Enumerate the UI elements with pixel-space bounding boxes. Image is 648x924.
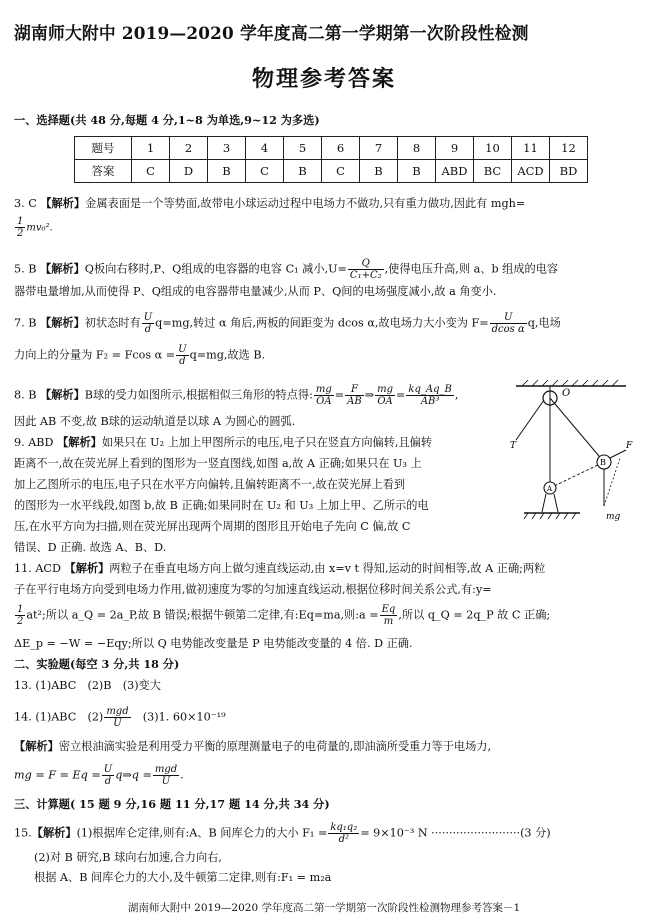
label-o: O	[562, 388, 571, 399]
q14-eq-b: q⇒q =	[115, 768, 152, 782]
q14-eq-fraction-2: $\frac{\text{mgd}}{U}$	[154, 764, 178, 787]
q8-equals: =	[334, 388, 345, 402]
q5-text2: ,使得电压升高,则 a、b 组成的电容	[384, 262, 559, 276]
question-number: 12	[550, 137, 588, 160]
answer-cell: B	[208, 160, 246, 183]
q11-line3	[14, 604, 550, 627]
q14-fraction: $\frac{\text{mgd}}{U}$	[106, 706, 129, 729]
q11-line1	[14, 560, 545, 577]
q14-eq-fraction-1: $\frac{U}{d}$	[103, 764, 113, 787]
q7-tag: 【解析】	[40, 315, 85, 330]
q15-line2: (2)对 B 研究,B 球向右加速,合力向右,	[34, 851, 222, 864]
q8-text1: B球的受力如图所示,根据相似三角形的特点得:	[84, 388, 313, 402]
q8-tag: 【解析】	[40, 387, 85, 402]
string-left	[516, 400, 544, 440]
q15-line3: 根据 A、B 间库仑力的大小,及牛顿第二定律,则有:F₁ = m₂a	[34, 871, 332, 884]
q11-line2: 子在平行电场方向受到电场力作用,做初速度为零的匀加速直线运动,根据位移时间关系公式,有:y=	[14, 583, 492, 596]
question-number: 3	[208, 137, 246, 160]
ceiling-hatching	[522, 380, 618, 386]
force-diagram	[510, 376, 634, 524]
q15-line1	[14, 822, 551, 845]
q8-arrow: ⇒	[364, 388, 375, 402]
question-number: 1	[132, 137, 170, 160]
label-mg: mg	[606, 512, 621, 522]
q9-line4: 的图形为一水平线段,如图 b,故 B 正确;如果同时在 U₂ 和 U₃ 上加上甲、乙所示的电	[14, 499, 429, 512]
q15-text-a: (1)根据库仑定律,则有:A、B 间库仑力的大小 F₁ =	[76, 826, 328, 840]
q7-text1: 初状态时有	[84, 316, 141, 330]
q7-fraction-3: $\frac{U}{d}$	[178, 344, 187, 367]
force-f-arrow	[610, 450, 626, 458]
q8-fraction-4: $\frac{kq\_Aq\_B}{\text{AB³}}$	[408, 384, 452, 407]
line-ab	[550, 462, 604, 488]
question-number: 4	[246, 137, 284, 160]
q9-line6: 错误、D 正确. 故选 A、B、D.	[14, 541, 167, 554]
answer-cell: ACD	[512, 160, 550, 183]
question-number: 7	[360, 137, 398, 160]
q9-tag: 【解析】	[57, 435, 102, 449]
q11-tag: 【解析】	[64, 561, 110, 575]
q5-tag: 【解析】	[40, 261, 85, 276]
answer-cell: B	[284, 160, 322, 183]
q3-tag: 【解析】	[40, 196, 86, 210]
q3-line1	[14, 195, 525, 212]
q11-fraction-2: $\frac{Eq}{m}$	[381, 604, 396, 627]
q8-fraction-3: $\frac{mg}{OA}$	[377, 384, 394, 407]
label-a: A	[547, 485, 553, 493]
q13-answer: 13. (1)ABC (2)B (3)变大	[14, 679, 161, 692]
stand-right	[554, 494, 558, 512]
question-number: 5	[284, 137, 322, 160]
q14-note	[14, 738, 491, 755]
section2-heading: 二、实验题(每空 3 分,共 18 分)	[14, 657, 180, 671]
q15-fraction: $\frac{\text{kq₁q₂}}{\text{d²}}$	[330, 822, 358, 845]
q14-eq-a: mg = F = Eq =	[14, 768, 101, 782]
q9-line5: 压,在水平方向为扫描,则在荧光屏出现两个周期的图形且开始电子先向 C 偏,故 C	[14, 520, 411, 533]
page-subtitle: 物理参考答案	[251, 66, 396, 92]
q8-fraction-2: $\frac{F}{AB}$	[347, 384, 362, 407]
q14-note-tag: 【解析】	[14, 739, 59, 753]
q8-text2: ,	[454, 388, 459, 402]
q5-line2: 器带电量增加,从而使得 P、Q组成的电容器带电量减少,从而 P、Q间的电场强度减小,故 a 角变小.	[14, 285, 497, 298]
q3-line2	[14, 216, 53, 239]
page-title: 湖南师大附中 2019—2020 学年度高二第一学期第一次阶段性检测	[14, 23, 529, 43]
q14-text-a: 14. (1)ABC (2)	[14, 710, 104, 724]
answer-table	[74, 136, 588, 183]
answer-cell: BC	[474, 160, 512, 183]
question-number: 10	[474, 137, 512, 160]
label-t: T	[510, 441, 517, 451]
answer-cell: C	[322, 160, 360, 183]
section3-heading: 三、计算题( 15 题 9 分,16 题 11 分,17 题 14 分,共 34 分)	[14, 797, 330, 811]
question-number: 2	[170, 137, 208, 160]
q8-equals-2: =	[396, 388, 406, 402]
q14-equation	[14, 764, 184, 787]
q3-fraction: $\frac{1}{2}$	[17, 216, 24, 239]
q11-prefix: 11. ACD	[14, 562, 61, 575]
table-row-label: 题号	[75, 137, 132, 160]
q3-text: 金属表面是一个等势面,故带电小球运动过程中电场力不做功,只有重力做功,因此有 mgh=	[85, 197, 526, 210]
question-number: 9	[436, 137, 474, 160]
q7-line2a: 力向上的分量为 F₂ = Fcos α =	[14, 348, 176, 362]
q7-text2: q=mg,转过 α 角后,两板的间距变为 dcos α,故电场力大小变为 F=	[155, 316, 489, 330]
q5-fraction: $\frac{Q}{\text{C₁+C₂}}$	[349, 258, 382, 281]
q15-text-b: = 9×10⁻³ N ·························(3 分)	[360, 826, 551, 840]
question-number: 6	[322, 137, 360, 160]
answer-cell: B	[360, 160, 398, 183]
q11-text: 两粒子在垂直电场方向上做匀速直线运动,由 x=v t 得知,运动的时间相等,故 A 正确;两粒	[109, 562, 546, 575]
string-ob	[550, 398, 604, 462]
q14-answer	[14, 706, 226, 729]
q9-line2: 距离不一,故在荧光屏上看到的图形为一竖直图线,如图 a,故 A 正确;如果只在 U₃ 上	[14, 457, 422, 470]
q9-prefix: 9. ABD	[14, 436, 54, 449]
table-row	[75, 137, 588, 160]
q7-fraction-2: $\frac{U}{\text{dcos α}}$	[491, 312, 525, 335]
q8-line2: 因此 AB 不变,故 B球的运动轨道是以球 A 为圆心的圆弧.	[14, 415, 296, 428]
q7-line2b: q=mg,故选 B.	[189, 348, 266, 362]
q7-text3: q,电场	[527, 316, 561, 330]
q9-line1	[14, 434, 432, 451]
ground-hatching	[524, 513, 576, 519]
label-f: F	[626, 441, 633, 451]
q5-text1: Q板向右移时,P、Q组成的电容器的电容 C₁ 减小,U=	[84, 262, 347, 276]
q8-line1	[14, 384, 458, 407]
q9-line3: 加上乙图所示的电压,电子只在水平方向偏转,且偏转距离不一,故在荧光屏上看到	[14, 478, 406, 491]
answer-cell: C	[246, 160, 284, 183]
q9-text: 如果只在 U₂ 上加上甲图所示的电压,电子只在竖直方向偏转,且偏转	[101, 436, 433, 449]
q3-text2: mv₀².	[26, 222, 53, 234]
answer-cell: BD	[550, 160, 588, 183]
q11-line3a: at²;所以 a_Q = 2a_P,故 B 错误;根据牛顿第二定律,有:Eq=ma,则:a =	[26, 608, 379, 622]
q7-fraction-1: $\frac{U}{d}$	[143, 312, 153, 335]
section1-heading: 一、选择题(共 48 分,每题 4 分,1~8 为单选,9~12 为多选)	[14, 113, 320, 127]
q14-text-b: (3)1. 60×10⁻¹⁹	[131, 710, 226, 724]
q3-prefix: 3. C	[14, 197, 37, 210]
q5-prefix: 5. B	[14, 262, 37, 276]
stand-left	[542, 494, 546, 512]
q11-fraction-1: $\frac{1}{2}$	[17, 604, 24, 627]
answer-cell: B	[398, 160, 436, 183]
q14-eq-c: .	[180, 768, 184, 782]
page-footer: 湖南师大附中 2019—2020 学年度高二第一学期第一次阶段性检测物理参考答案－1	[127, 902, 521, 914]
q15-tag: 【解析】	[31, 825, 77, 840]
label-b: B	[600, 458, 606, 467]
answer-cell: D	[170, 160, 208, 183]
question-number: 11	[512, 137, 550, 160]
q14-note-text: 密立根油滴实验是利用受力平衡的原理测量电子的电荷量的,即油滴所受重力等于电场力,	[58, 740, 492, 753]
q11-line4: ΔE_p = −W = −Eqy;所以 Q 电势能改变量是 P 电势能改变量的 4 倍. D 正确.	[14, 637, 413, 650]
answer-cell: C	[132, 160, 170, 183]
q7-line1	[14, 312, 561, 335]
q5-line1	[14, 258, 558, 281]
table-row	[75, 160, 588, 183]
answer-cell: ABD	[436, 160, 474, 183]
q7-prefix: 7. B	[14, 316, 37, 330]
q8-prefix: 8. B	[14, 388, 37, 402]
table-row-label: 答案	[75, 160, 132, 183]
q15-prefix: 15.	[14, 826, 32, 840]
q8-fraction-1: $\frac{mg}{OA}$	[315, 384, 332, 407]
question-number: 8	[398, 137, 436, 160]
q7-line2	[14, 344, 265, 367]
q11-line3b: ,所以 q_Q = 2q_P 故 C 正确;	[398, 608, 551, 622]
